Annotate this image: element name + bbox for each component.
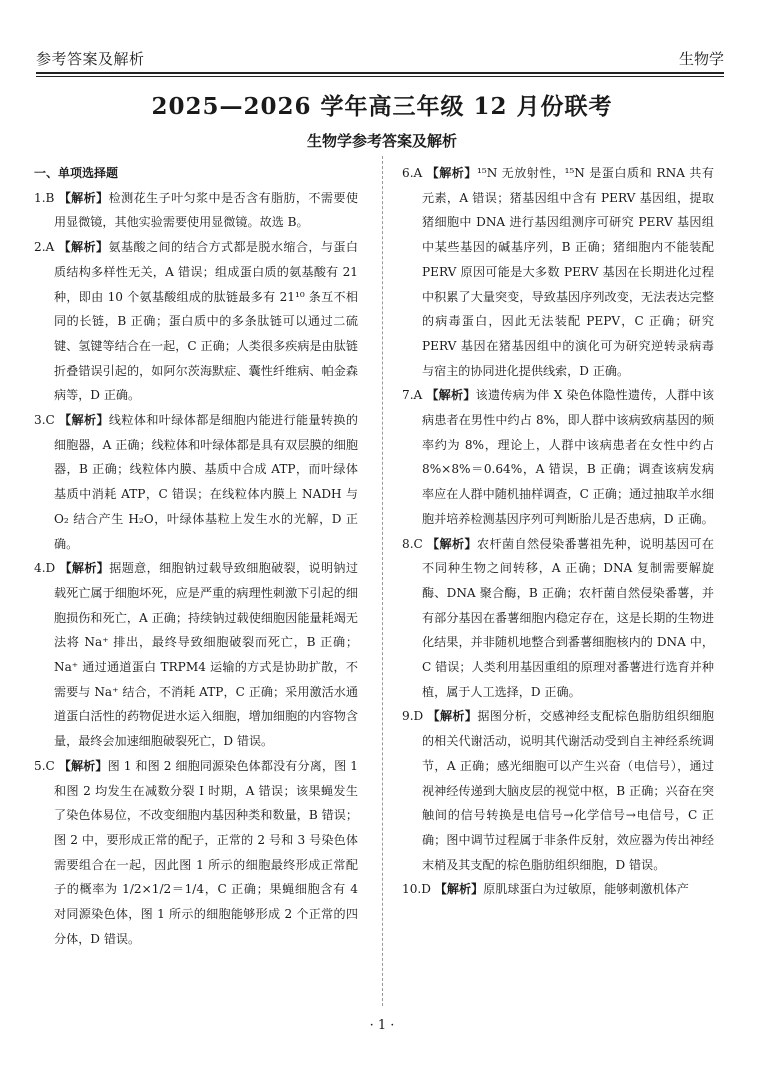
analysis-tag: 【解析】 bbox=[427, 709, 478, 724]
answer-number: 3.C bbox=[34, 413, 55, 428]
answer-item bbox=[402, 532, 714, 705]
answer-item bbox=[34, 408, 358, 556]
header-subject-label: 生物学 bbox=[678, 50, 724, 68]
page-header bbox=[36, 40, 724, 74]
answer-number: 1.B bbox=[34, 190, 55, 205]
analysis-tag: 【解析】 bbox=[58, 758, 108, 773]
analysis-tag: 【解析】 bbox=[427, 536, 478, 551]
answer-item bbox=[402, 704, 714, 877]
answer-text: 检测花生子叶匀浆中是否含有脂肪，不需要使用显微镜，其他实验需要使用显微镜。故选 B。 bbox=[54, 190, 358, 230]
analysis-tag: 【解析】 bbox=[59, 413, 109, 428]
answer-text: 据图分析，交感神经支配棕色脂肪组织细胞的相关代谢活动，说明其代谢活动受到自主神经系统调节，A 正确；感光细胞可以产生兴奋（电信号），通过视神经传递到大脑皮层的视觉中枢，B 正确；兴奋在突触间的信号转换是电信号→化学信号→电信号，C 正确；图中调节过程属于非条件反射，效应器为传出神经末梢及其支配的棕色脂肪组织细胞，D 错误。 bbox=[422, 709, 714, 872]
answer-text: 原肌球蛋白为过敏原，能够刺激机体产 bbox=[483, 882, 689, 897]
answer-text: 氨基酸之间的结合方式都是脱水缩合，与蛋白质结构多样性无关，A 错误；组成蛋白质的氨基酸有 21 种，即由 10 个氨基酸组成的肽链最多有 21¹⁰ 条互不相同的长链，B 正确；蛋白质中的多条肽链可以通过二硫键、氢键等结合在一起，C 正确；人类很多疾病是由肽链折叠错误引起的，如阿尔茨海默症、囊性纤维病、帕金森病等，D 正确。 bbox=[54, 240, 358, 403]
answer-item bbox=[34, 556, 358, 754]
page-number: · 1 · bbox=[369, 1018, 395, 1033]
header-rule-thick bbox=[36, 72, 724, 74]
answer-item bbox=[402, 161, 714, 383]
answer-text: ¹⁵N 无放射性，¹⁵N 是蛋白质和 RNA 共有元素，A 错误；猪基因组中含有 PERV 基因组，提取猪细胞中 DNA 进行基因组测序可研究 PERV 基因组中某些基因的碱基序列，B 正确；猪细胞内不能装配 PERV 原因可能是大多数 PERV 基因在长期进化过程中积累了大量突变，导致基因序列改变，无法表达完整的病毒蛋白，因此无法装配 PEPV，C 正确；研究 PERV 基因在猪基因组中的演化可为研究逆转录病毒与宿主的协同进化提供线索，D 正确。 bbox=[422, 166, 714, 378]
answer-text: 该遗传病为伴 X 染色体隐性遗传，人群中该病患者在男性中约占 8%，即人群中该病致病基因的频率约为 8%，理论上，人群中该病患者在女性中约占 8%×8%＝0.64%，A 错误，B 正确；调查该病发病率应在人群中随机抽样调查，C 正确；通过抽取羊水细胞并培养检测基因序列可判断胎儿是否患病，D 正确。 bbox=[422, 388, 714, 526]
document-title: 2025—2026 学年高三年级 12 月份联考 bbox=[151, 93, 613, 120]
answer-item bbox=[34, 235, 358, 408]
left-column bbox=[34, 161, 358, 952]
answer-item bbox=[402, 383, 714, 531]
answer-number: 8.C bbox=[402, 536, 423, 551]
answer-text: 线粒体和叶绿体都是细胞内能进行能量转换的细胞器，A 正确；线粒体和叶绿体都是具有双层膜的细胞器，B 正确；线粒体内膜、基质中合成 ATP，而叶绿体基质中消耗 ATP，C 错误；在线粒体内膜上 NADH 与 O₂ 结合产生 H₂O，叶绿体基粒上发生水的光解，D 正确。 bbox=[54, 413, 358, 551]
section-heading: 一、单项选择题 bbox=[34, 166, 119, 180]
analysis-tag: 【解析】 bbox=[58, 240, 109, 255]
answer-number: 9.D bbox=[402, 709, 424, 724]
header-left-label: 参考答案及解析 bbox=[36, 50, 145, 68]
answer-item bbox=[34, 754, 358, 952]
answer-number: 2.A bbox=[34, 240, 55, 255]
answer-item bbox=[34, 186, 358, 235]
analysis-tag: 【解析】 bbox=[58, 190, 109, 205]
answer-text: 农杆菌自然侵染番薯祖先种，说明基因可在不同种生物之间转移，A 正确；DNA 复制需要解旋酶、DNA 聚合酶，B 正确；农杆菌自然侵染番薯，并有部分基因在番薯细胞内稳定存在，这是长期的生物进化结果，并非随机地整合到番薯细胞核内的 DNA 中，C 错误；人类利用基因重组的原理对番薯进行选育并种植，属于人工选择，D 正确。 bbox=[422, 536, 714, 699]
analysis-tag: 【解析】 bbox=[426, 166, 477, 180]
answer-item bbox=[402, 877, 714, 902]
answer-text: 图 1 和图 2 细胞同源染色体都没有分离，图 1 和图 2 均发生在减数分裂 I 时期，A 错误；该果蝇发生了染色体易位，不改变细胞内基因种类和数量，B 错误；图 2 中，要形成正常的配子，正常的 2 号和 3 号染色体需要组合在一起，因此图 1 所示的细胞最终形成正常配子的概率为 1/2×1/2＝1/4，C 正确；果蝇细胞含有 4 对同源染色体，图 1 所示的细胞能够形成 2 个正常的四分体，D 错误。 bbox=[54, 758, 358, 946]
analysis-tag: 【解析】 bbox=[59, 561, 110, 576]
answer-number: 4.D bbox=[34, 561, 56, 576]
answer-number: 6.A bbox=[402, 166, 423, 180]
right-column bbox=[402, 161, 714, 902]
document-subtitle: 生物学参考答案及解析 bbox=[306, 132, 457, 150]
answer-number: 10.D bbox=[402, 882, 431, 897]
analysis-tag: 【解析】 bbox=[434, 882, 484, 897]
answer-number: 7.A bbox=[402, 388, 423, 403]
header-rule-thin bbox=[36, 76, 724, 77]
column-divider bbox=[382, 156, 383, 1006]
analysis-tag: 【解析】 bbox=[426, 388, 476, 403]
answer-text: 据题意，细胞钠过载导致细胞破裂，说明钠过载死亡属于细胞坏死，应是严重的病理性刺激下引起的细胞损伤和死亡，A 正确；持续钠过载使细胞因能量耗竭无法将 Na⁺ 排出，最终导致细胞破裂而死亡，B 正确；Na⁺ 通过通道蛋白 TRPM4 运输的方式是协助扩散，不需要与 Na⁺ 结合，不消耗 ATP，C 正确；采用激活水通道蛋白活性的药物促进水运入细胞，增加细胞的内容物含量，最终会加速细胞破裂死亡，D 错误。 bbox=[54, 561, 358, 749]
answer-number: 5.C bbox=[34, 758, 55, 773]
